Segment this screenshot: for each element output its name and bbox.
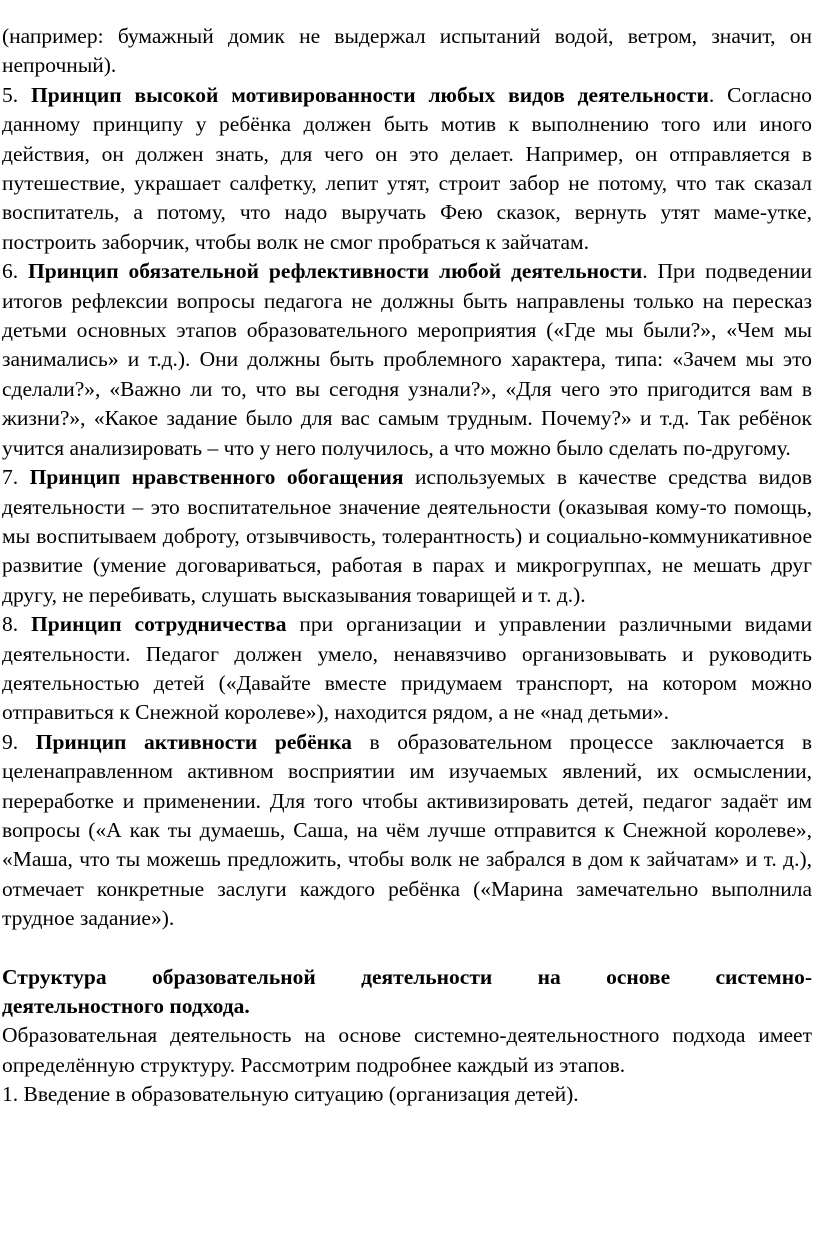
principle-7 — [2, 463, 812, 610]
section-heading — [2, 963, 812, 1022]
principle-5-text: . Согласно данному принципу у ребёнка должен быть мотив к выполнению того или иного действия, он должен знать, для чего он это делает. Например, он отправляется в путешествие, украшает салфетку, лепит утят, строит забор не потому, что так сказал воспитатель, а потому, что надо выручать Фею сказок, вернуть утят маме-утке, построить заборчик, чтобы волк не смог пробраться к зайчатам. — [2, 82, 813, 254]
intro-fragment: (например: бумажный домик не выдержал испытаний водой, ветром, значит, он непрочный). — [2, 24, 812, 78]
principle-9 — [2, 728, 812, 934]
principle-8-title: Принцип сотрудничества — [31, 612, 287, 637]
principle-8-number: 8. — [2, 612, 19, 637]
blank-line — [2, 934, 812, 963]
principle-7-title: Принцип нравственного обогащения — [29, 465, 404, 490]
section-heading-line-1: Структура образовательной деятельности на основе системно- — [2, 964, 812, 989]
principle-6-text: . При подведении итогов рефлексии вопросы педагога не должны быть направлены только на пересказ детьми основных этапов образовательного мероприятия («Где мы были?», «Чем мы занимались» и т.д.). Они должны быть проблемного характера, типа: «Зачем мы это сделали?», «Важно ли то, что вы сегодня узнали?», «Для чего это пригодится вам в жизни?», «Какое задание было для вас самым трудным. Почему?» и т.д. Так ребёнок учится анализировать – что у него получилось, а что можно было сделать по-другому. — [2, 259, 812, 460]
principle-9-text: в образовательном процессе заключается в целенаправленном активном восприятии им изучаемых явлений, их осмыслении, переработке и применении. Для того чтобы активизировать детей, педагог задаёт им вопросы («А как ты думаешь, Саша, на чём лучше отправится к Снежной королеве», «Маша, что ты можешь предложить, чтобы волк не забрался в дом к зайчатам» и т. д.), отмечает конкретные заслуги каждого ребёнка («Марина замечательно выполнила трудное задание»). — [2, 729, 813, 931]
principle-8-text: при организации и управлении различными видами деятельности. Педагог должен умело, ненавязчиво организовывать и руководить деятельностью детей («Давайте вместе придумаем транспорт, на котором можно отправиться к Снежной королеве»), находится рядом, а не «над детьми». — [2, 612, 812, 725]
list-item-1: 1. Введение в образовательную ситуацию (организация детей). — [2, 1082, 579, 1107]
principle-6 — [2, 257, 812, 463]
document-page — [0, 22, 816, 1110]
principle-7-text: используемых в качестве средства видов деятельности – это воспитательное значение деятельности (оказывая кому-то помощь, мы воспитываем доброту, отзывчивость, толерантность) и социально-коммуникативное развитие (умение договариваться, работая в парах и микрогруппах, не мешать друг другу, не перебивать, слушать высказывания товарищей и т. д.). — [2, 465, 812, 607]
principle-9-title: Принцип активности ребёнка — [35, 729, 352, 754]
principle-6-title: Принцип обязательной рефлективности любой деятельности — [28, 259, 643, 284]
section-heading-line-2: деятельностного подхода. — [2, 994, 250, 1018]
section-paragraph: Образовательная деятельность на основе системно-деятельностного подхода имеет определённую структуру. Рассмотрим подробнее каждый из этапов. — [2, 1023, 812, 1077]
principle-6-number: 6. — [2, 259, 19, 284]
principle-5-title: Принцип высокой мотивированности любых видов деятельности — [31, 82, 709, 107]
principle-8 — [2, 610, 812, 728]
principle-5 — [2, 81, 812, 257]
principle-7-number: 7. — [2, 465, 19, 490]
principle-5-number: 5. — [2, 82, 19, 107]
principle-9-number: 9. — [2, 729, 19, 754]
